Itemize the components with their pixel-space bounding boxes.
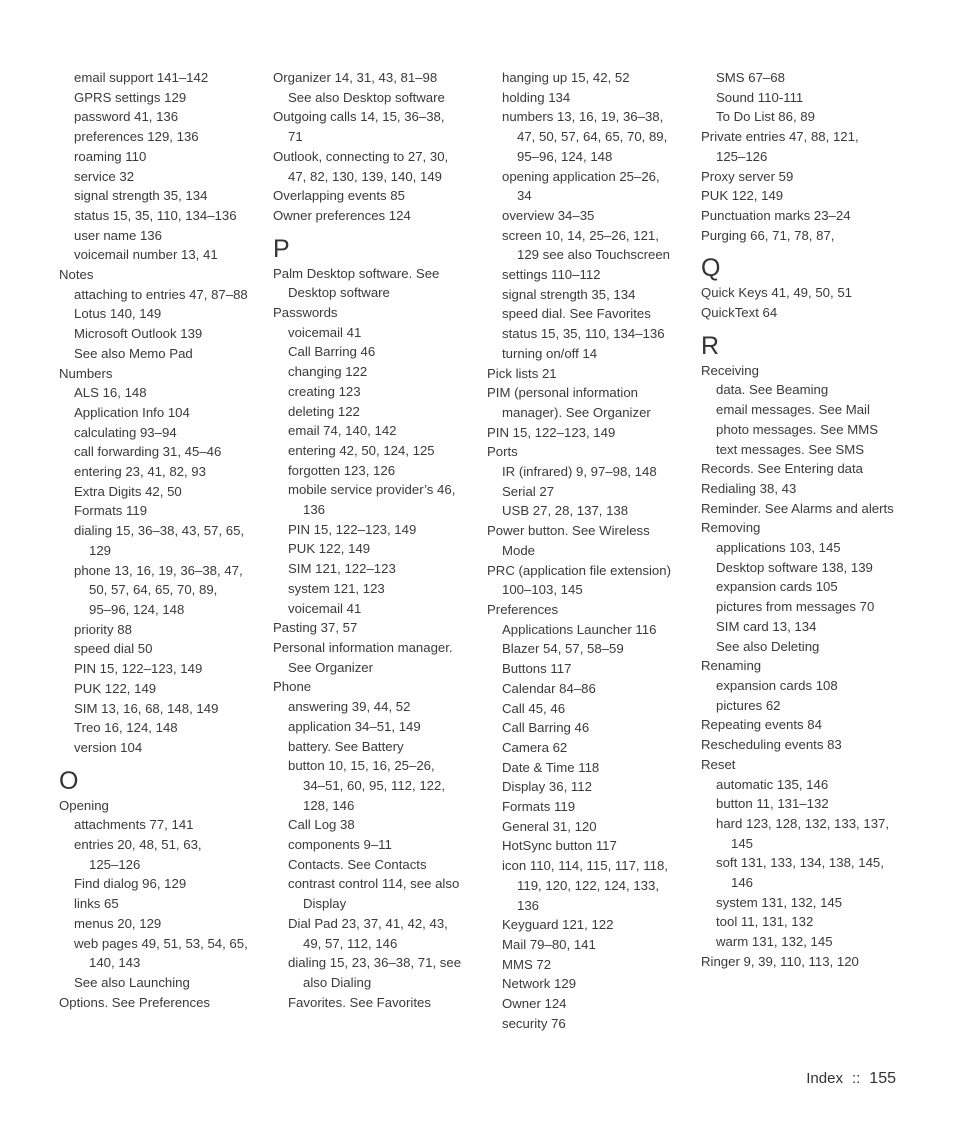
index-subentry: Dial Pad 23, 37, 41, 42, 43, bbox=[288, 915, 448, 931]
index-entry: Receiving bbox=[701, 362, 759, 378]
index-subentry: 128, 146 bbox=[303, 797, 355, 813]
index-subentry: Treo 16, 124, 148 bbox=[74, 720, 178, 736]
index-subentry: calculating 93–94 bbox=[74, 424, 177, 440]
index-subentry: 50, 57, 64, 65, 70, 89, bbox=[89, 582, 218, 598]
index-subentry: settings 110–112 bbox=[502, 267, 601, 283]
index-subentry: 125–126 bbox=[89, 856, 141, 872]
index-subentry: screen 10, 14, 25–26, 121, bbox=[502, 227, 659, 243]
index-subentry: components 9–11 bbox=[288, 837, 392, 853]
index-entry: Options. See Preferences bbox=[59, 994, 211, 1010]
index-subentry: USB 27, 28, 137, 138 bbox=[502, 503, 629, 519]
index-subentry: changing 122 bbox=[288, 364, 368, 380]
index-subentry: Desktop software 138, 139 bbox=[716, 559, 873, 575]
index-subentry: icon 110, 114, 115, 117, 118, bbox=[502, 858, 668, 874]
section-letter: Q bbox=[701, 254, 721, 283]
index-subentry: Favorites. See Favorites bbox=[288, 994, 431, 1010]
index-subentry: automatic 135, 146 bbox=[716, 776, 829, 792]
index-subentry: data. See Beaming bbox=[716, 382, 829, 398]
index-subentry: status 15, 35, 110, 134–136 bbox=[502, 326, 665, 342]
index-subentry: battery. See Battery bbox=[288, 738, 404, 754]
index-entry: Rescheduling events 83 bbox=[701, 737, 842, 753]
index-entry: Quick Keys 41, 49, 50, 51 bbox=[701, 285, 853, 301]
index-subentry: Buttons 117 bbox=[502, 661, 572, 677]
index-subentry: Find dialog 96, 129 bbox=[74, 876, 187, 892]
index-subentry: Mail 79–80, 141 bbox=[502, 936, 596, 952]
index-subentry: status 15, 35, 110, 134–136 bbox=[74, 207, 237, 223]
page-footer bbox=[806, 1070, 896, 1088]
index-subentry: 140, 143 bbox=[89, 955, 141, 971]
index-entry: Records. See Entering data bbox=[701, 461, 864, 477]
index-subentry: See also Launching bbox=[74, 974, 190, 990]
index-entry: Organizer 14, 31, 43, 81–98 bbox=[273, 70, 438, 85]
index-subentry: email support 141–142 bbox=[74, 70, 209, 85]
index-subentry: 145 bbox=[731, 835, 754, 851]
index-subentry: General 31, 120 bbox=[502, 818, 597, 834]
index-subentry: voicemail 41 bbox=[288, 324, 362, 340]
index-subentry: signal strength 35, 134 bbox=[74, 188, 208, 204]
index-entry: Repeating events 84 bbox=[701, 717, 822, 733]
index-subentry: PIN 15, 122–123, 149 bbox=[288, 521, 417, 537]
index-subentry: 71 bbox=[288, 129, 303, 145]
index-subentry: 95–96, 124, 148 bbox=[89, 601, 185, 617]
index-entry: Passwords bbox=[273, 305, 338, 321]
index-column-4 bbox=[701, 68, 894, 972]
index-subentry: PIN 15, 122–123, 149 bbox=[74, 661, 203, 677]
index-column-1 bbox=[59, 68, 248, 1012]
index-subentry: 47, 82, 130, 139, 140, 149 bbox=[288, 168, 442, 184]
index-subentry: dialing 15, 23, 36–38, 71, see bbox=[288, 955, 462, 971]
index-subentry: entering 23, 41, 82, 93 bbox=[74, 464, 206, 480]
index-entry: PUK 122, 149 bbox=[701, 188, 784, 204]
index-entry: Preferences bbox=[487, 601, 559, 617]
index-subentry: Call 45, 46 bbox=[502, 700, 566, 716]
index-column-3 bbox=[487, 68, 671, 1033]
index-subentry: SMS 67–68 bbox=[716, 70, 785, 85]
index-subentry: Keyguard 121, 122 bbox=[502, 917, 614, 933]
index-subentry: tool 11, 131, 132 bbox=[716, 914, 814, 930]
index-subentry: preferences 129, 136 bbox=[74, 129, 199, 145]
index-subentry: Blazer 54, 57, 58–59 bbox=[502, 641, 624, 657]
index-subentry: overview 34–35 bbox=[502, 207, 595, 223]
index-entry: Private entries 47, 88, 121, bbox=[701, 129, 859, 145]
index-subentry: speed dial. See Favorites bbox=[502, 306, 651, 322]
index-subentry: pictures 62 bbox=[716, 697, 781, 713]
index-subentry: priority 88 bbox=[74, 621, 132, 637]
index-subentry: Extra Digits 42, 50 bbox=[74, 483, 182, 499]
index-subentry: menus 20, 129 bbox=[74, 915, 162, 931]
index-subentry: Call Barring 46 bbox=[288, 344, 376, 360]
index-subentry: entries 20, 48, 51, 63, bbox=[74, 837, 202, 853]
index-subentry: PUK 122, 149 bbox=[288, 541, 371, 557]
index-subentry: creating 123 bbox=[288, 383, 361, 399]
index-subentry: version 104 bbox=[74, 739, 143, 755]
index-subentry: Network 129 bbox=[502, 976, 577, 992]
index-subentry: MMS 72 bbox=[502, 956, 552, 972]
index-subentry: 146 bbox=[731, 875, 754, 891]
index-entry: Pick lists 21 bbox=[487, 365, 557, 381]
footer-section-label: Index bbox=[806, 1070, 843, 1087]
index-entry: Opening bbox=[59, 797, 109, 813]
index-subentry: 129 see also Touchscreen bbox=[517, 247, 670, 263]
index-subentry: voicemail 41 bbox=[288, 600, 362, 616]
index-subentry: Call Barring 46 bbox=[502, 720, 590, 736]
index-subentry: ALS 16, 148 bbox=[74, 385, 147, 401]
index-subentry: email 74, 140, 142 bbox=[288, 423, 397, 439]
index-subentry: roaming 110 bbox=[74, 148, 147, 164]
index-subentry: phone 13, 16, 19, 36–38, 47, bbox=[74, 562, 243, 578]
index-subentry: application 34–51, 149 bbox=[288, 718, 421, 734]
index-subentry: security 76 bbox=[502, 1015, 566, 1031]
index-subentry: opening application 25–26, bbox=[502, 168, 660, 184]
index-subentry: attachments 77, 141 bbox=[74, 817, 194, 833]
index-subentry: Desktop software bbox=[288, 285, 390, 301]
index-subentry: Owner 124 bbox=[502, 996, 567, 1012]
index-subentry: email messages. See Mail bbox=[716, 402, 870, 418]
index-subentry: SIM 121, 122–123 bbox=[288, 561, 396, 577]
index-entry: Overlapping events 85 bbox=[273, 188, 405, 204]
index-entry: Redialing 38, 43 bbox=[701, 480, 797, 496]
index-subentry: SIM 13, 16, 68, 148, 149 bbox=[74, 700, 219, 716]
index-subentry: To Do List 86, 89 bbox=[716, 109, 815, 125]
index-subentry: Mode bbox=[502, 542, 535, 558]
index-subentry: IR (infrared) 9, 97–98, 148 bbox=[502, 464, 657, 480]
index-entry: Power button. See Wireless bbox=[487, 523, 650, 539]
index-subentry: PUK 122, 149 bbox=[74, 680, 157, 696]
index-subentry: See Organizer bbox=[288, 659, 374, 675]
index-subentry: Call Log 38 bbox=[288, 817, 355, 833]
index-entry: Outlook, connecting to 27, 30, bbox=[273, 148, 449, 164]
index-entry: Palm Desktop software. See bbox=[273, 265, 440, 281]
index-entry: Numbers bbox=[59, 365, 113, 381]
index-entry: Renaming bbox=[701, 658, 762, 674]
index-entry: Punctuation marks 23–24 bbox=[701, 207, 851, 223]
index-subentry: pictures from messages 70 bbox=[716, 599, 875, 615]
index-subentry: Formats 119 bbox=[502, 799, 576, 815]
index-subentry: See also Memo Pad bbox=[74, 345, 193, 361]
index-subentry: web pages 49, 51, 53, 54, 65, bbox=[74, 935, 248, 951]
index-subentry: See also Deleting bbox=[716, 638, 820, 654]
index-subentry: attaching to entries 47, 87–88 bbox=[74, 286, 248, 302]
index-subentry: See also Desktop software bbox=[288, 89, 445, 105]
index-subentry: HotSync button 117 bbox=[502, 838, 617, 854]
index-subentry: 129 bbox=[89, 542, 112, 558]
section-letter: O bbox=[59, 766, 79, 795]
index-subentry: Display 36, 112 bbox=[502, 779, 592, 795]
index-entry: Phone bbox=[273, 679, 312, 695]
index-entry: Purging 66, 71, 78, 87, bbox=[701, 227, 835, 243]
index-subentry: signal strength 35, 134 bbox=[502, 286, 636, 302]
footer-separator: :: bbox=[851, 1070, 861, 1087]
index-subentry: system 121, 123 bbox=[288, 580, 385, 596]
index-entry: Reset bbox=[701, 756, 736, 772]
index-subentry: warm 131, 132, 145 bbox=[716, 934, 833, 950]
section-letter: P bbox=[273, 234, 290, 263]
index-subentry: contrast control 114, see also bbox=[288, 876, 460, 892]
index-subentry: turning on/off 14 bbox=[502, 345, 598, 361]
index-entry: PRC (application file extension) bbox=[487, 562, 671, 578]
index-subentry: numbers 13, 16, 19, 36–38, bbox=[502, 109, 664, 125]
index-subentry: system 131, 132, 145 bbox=[716, 894, 843, 910]
index-subentry: answering 39, 44, 52 bbox=[288, 699, 411, 715]
index-subentry: soft 131, 133, 134, 138, 145, bbox=[716, 855, 884, 871]
index-subentry: 34 bbox=[517, 188, 532, 204]
index-subentry: dialing 15, 36–38, 43, 57, 65, bbox=[74, 523, 245, 539]
index-subentry: mobile service provider’s 46, bbox=[288, 482, 456, 498]
index-subentry: service 32 bbox=[74, 168, 135, 184]
index-subentry: holding 134 bbox=[502, 89, 571, 105]
index-subentry: forgotten 123, 126 bbox=[288, 462, 396, 478]
index-subentry: 47, 50, 57, 64, 65, 70, 89, bbox=[517, 129, 668, 145]
index-entry: QuickText 64 bbox=[701, 305, 778, 321]
index-subentry: Contacts. See Contacts bbox=[288, 856, 427, 872]
index-entry: PIN 15, 122–123, 149 bbox=[487, 424, 616, 440]
index-entry: Personal information manager. bbox=[273, 639, 453, 655]
page-number: 155 bbox=[869, 1070, 896, 1087]
index-subentry: applications 103, 145 bbox=[716, 540, 841, 556]
index-subentry: Application Info 104 bbox=[74, 404, 190, 420]
index-entry: Pasting 37, 57 bbox=[273, 620, 358, 636]
index-subentry: Date & Time 118 bbox=[502, 759, 600, 775]
index-subentry: Calendar 84–86 bbox=[502, 680, 596, 696]
index-subentry: deleting 122 bbox=[288, 403, 360, 419]
index-entry: Owner preferences 124 bbox=[273, 207, 411, 223]
index-subentry: Display bbox=[303, 896, 347, 912]
index-subentry: expansion cards 108 bbox=[716, 677, 838, 693]
index-entry: Reminder. See Alarms and alerts bbox=[701, 500, 894, 516]
index-subentry: text messages. See SMS bbox=[716, 441, 865, 457]
index-subentry: password 41, 136 bbox=[74, 109, 179, 125]
index-subentry: 34–51, 60, 95, 112, 122, bbox=[303, 777, 446, 793]
index-subentry: 119, 120, 122, 124, 133, bbox=[517, 877, 660, 893]
index-entry: Removing bbox=[701, 520, 761, 536]
index-subentry: Lotus 140, 149 bbox=[74, 306, 162, 322]
index-subentry: GPRS settings 129 bbox=[74, 89, 187, 105]
index-entry: Ports bbox=[487, 444, 518, 460]
index-subentry: Formats 119 bbox=[74, 503, 148, 519]
index-subentry: Applications Launcher 116 bbox=[502, 621, 657, 637]
index-subentry: user name 136 bbox=[74, 227, 162, 243]
index-subentry: Microsoft Outlook 139 bbox=[74, 326, 203, 342]
index-subentry: Sound 110-111 bbox=[716, 89, 804, 105]
index-entry: Notes bbox=[59, 267, 94, 283]
index-subentry: speed dial 50 bbox=[74, 641, 153, 657]
section-letter: R bbox=[701, 331, 720, 360]
index-subentry: 125–126 bbox=[716, 148, 768, 164]
index-subentry: Camera 62 bbox=[502, 739, 568, 755]
index-entry: Ringer 9, 39, 110, 113, 120 bbox=[701, 953, 859, 969]
index-subentry: links 65 bbox=[74, 896, 119, 912]
index-subentry: also Dialing bbox=[303, 974, 372, 990]
index-subentry: 136 bbox=[303, 502, 326, 518]
index-subentry: SIM card 13, 134 bbox=[716, 618, 817, 634]
index-entry: Outgoing calls 14, 15, 36–38, bbox=[273, 109, 445, 125]
index-subentry: 136 bbox=[517, 897, 540, 913]
index-subentry: button 11, 131–132 bbox=[716, 796, 829, 812]
index-subentry: 49, 57, 112, 146 bbox=[303, 935, 398, 951]
index-subentry: voicemail number 13, 41 bbox=[74, 247, 218, 263]
index-subentry: entering 42, 50, 124, 125 bbox=[288, 442, 435, 458]
index-entry: Proxy server 59 bbox=[701, 168, 794, 184]
index-subentry: hanging up 15, 42, 52 bbox=[502, 70, 630, 85]
index-subentry: button 10, 15, 16, 25–26, bbox=[288, 758, 435, 774]
index-subentry: manager). See Organizer bbox=[502, 404, 651, 420]
index-subentry: photo messages. See MMS bbox=[716, 421, 878, 437]
index-subentry: hard 123, 128, 132, 133, 137, bbox=[716, 815, 890, 831]
index-column-2 bbox=[273, 68, 461, 1012]
index-subentry: expansion cards 105 bbox=[716, 579, 838, 595]
index-subentry: 100–103, 145 bbox=[502, 582, 583, 598]
index-subentry: 95–96, 124, 148 bbox=[517, 148, 613, 164]
index-entry: PIM (personal information bbox=[487, 385, 638, 401]
index-subentry: Serial 27 bbox=[502, 483, 555, 499]
index-subentry: call forwarding 31, 45–46 bbox=[74, 444, 222, 460]
